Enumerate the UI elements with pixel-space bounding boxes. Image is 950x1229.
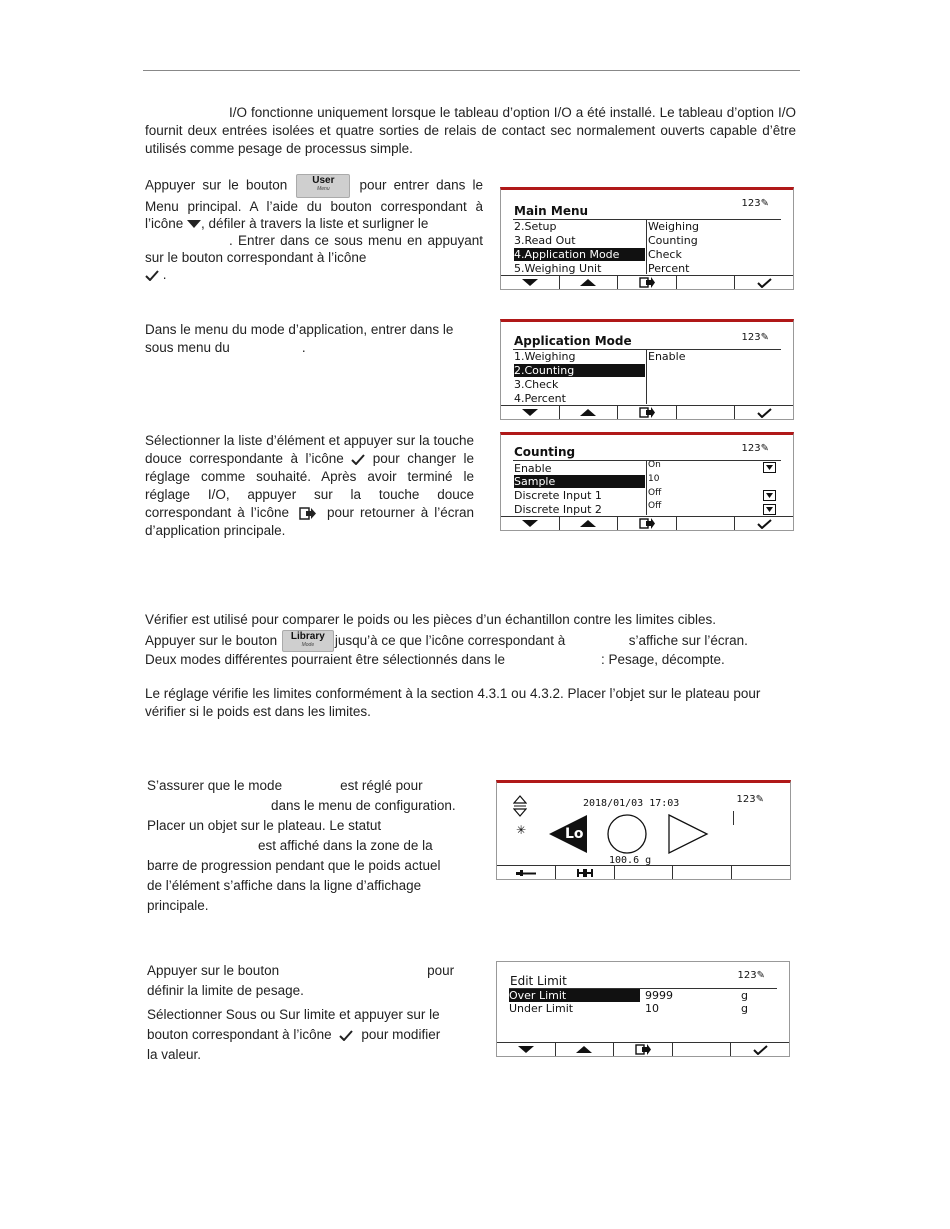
limit-unit: g — [741, 989, 748, 1002]
step1-f: . — [162, 267, 167, 282]
lo-label: Lo — [565, 826, 584, 842]
setting-item-selected[interactable]: Sample — [514, 475, 645, 488]
library-key-sublabel: Mode — [301, 642, 315, 649]
arrow-up-icon — [580, 409, 596, 416]
arrow-up-icon — [576, 1046, 592, 1053]
exit-icon — [635, 1044, 651, 1055]
unit-text: 123 — [741, 198, 761, 209]
pencil-icon: ✎ — [760, 332, 769, 343]
dropdown-icon[interactable] — [763, 462, 776, 473]
softkey-up[interactable] — [556, 1043, 615, 1056]
step1-e: . Entrer dans ce sous menu en appuyant sur le bouton correspondant à l’icône — [145, 233, 483, 265]
check-icon — [753, 1045, 768, 1055]
step2-b: . — [301, 340, 306, 355]
step2-text — [145, 321, 485, 357]
setting-item[interactable]: Discrete Input 2 — [514, 503, 602, 516]
menu-value: Check — [648, 248, 682, 261]
softkey-up[interactable] — [560, 517, 619, 530]
arrow-down-icon — [187, 220, 201, 228]
check-modes-a: Deux modes différentes pourraient être sélectionnés dans le — [145, 652, 505, 667]
unit-indicator — [742, 332, 769, 343]
softkey-blank[interactable] — [677, 406, 736, 419]
setting-value: 10 — [648, 474, 660, 484]
arrow-up-icon — [580, 279, 596, 286]
softkey-blank[interactable] — [677, 517, 736, 530]
unit-text: 123 — [736, 794, 756, 805]
limit-value[interactable]: 9999 — [645, 989, 673, 1002]
softkey-accept[interactable] — [731, 1043, 789, 1056]
check-intro: Vérifier est utilisé pour comparer le poids ou les pièces d’un échantillon contre les limites cibles. — [145, 612, 717, 627]
dropdown-icon[interactable] — [763, 504, 776, 515]
wrench-icon — [516, 869, 536, 877]
mode-check-line4: est affiché dans la zone de la — [258, 838, 433, 853]
header-rule — [143, 70, 800, 71]
menu-item[interactable]: 4.Percent — [514, 392, 566, 405]
check-icon — [351, 454, 365, 465]
softkey-down[interactable] — [501, 276, 560, 289]
menu-item[interactable]: 2.Setup — [514, 220, 557, 233]
menu-item[interactable]: 5.Weighing Unit — [514, 262, 602, 275]
softkey-down[interactable] — [497, 1043, 556, 1056]
setting-item[interactable]: Enable — [514, 462, 552, 475]
menu-value: Counting — [648, 234, 698, 247]
softkey-accept[interactable] — [735, 276, 793, 289]
check-press-b: jusqu’à ce que l’icône correspondant à — [334, 633, 566, 648]
menu-item[interactable]: 3.Check — [514, 378, 559, 391]
dropdown-icon[interactable] — [763, 490, 776, 501]
mode-check-line5: barre de progression pendant que le poids actuel — [147, 858, 441, 873]
el-4a: bouton correspondant à l’icône — [147, 1027, 332, 1042]
mc-1b: est réglé pour — [340, 778, 423, 793]
step1-text — [145, 174, 483, 283]
mode-check-line7: principale. — [147, 898, 209, 913]
edit-limit-line5: la valeur. — [147, 1047, 202, 1062]
stability-arrows-icon — [513, 795, 527, 817]
mode-check-line1 — [147, 776, 477, 796]
unit-indicator — [738, 970, 765, 981]
application-mode-screen — [500, 319, 794, 420]
edit-limit-line3: Sélectionner Sous ou Sur limite et appuyer sur le — [147, 1007, 440, 1022]
unit-text: 123 — [741, 443, 761, 454]
exit-icon — [639, 518, 655, 529]
exit-icon — [639, 277, 655, 288]
step1-d: , défiler à travers la liste et surligner le — [201, 216, 429, 231]
menu-item[interactable]: 3.Read Out — [514, 234, 576, 247]
menu-item[interactable]: 1.Weighing — [514, 350, 576, 363]
step3-c: pour retourner à l’écran d’application principale. — [145, 505, 474, 538]
step1-b: pour entrer dans le Menu principal. — [145, 177, 483, 214]
screen-title: Edit Limit — [510, 974, 567, 988]
library-key-icon — [282, 630, 334, 652]
edit-limit-line4 — [147, 1025, 467, 1045]
check-limits-paragraph: Le réglage vérifie les limites conformément à la section 4.3.1 ou 4.3.2. Placer l’objet sur le plateau pour vérifier si le poids est dans les limites. — [145, 686, 761, 719]
asterisk-icon: ✳ — [516, 823, 527, 837]
el-1a: Appuyer sur le bouton — [147, 963, 280, 978]
limit-value[interactable]: 10 — [645, 1002, 659, 1015]
el-4b: pour modifier — [361, 1027, 441, 1042]
screen-title: Application Mode — [514, 334, 632, 348]
check-icon — [339, 1030, 353, 1041]
pencil-icon: ✎ — [760, 443, 769, 454]
arrow-up-icon — [580, 520, 596, 527]
limit-row[interactable]: Under Limit — [509, 1002, 574, 1015]
unit-text: 123 — [741, 332, 761, 343]
accept-indicator-icon — [608, 815, 646, 853]
softkey-bar — [497, 1042, 789, 1056]
arrow-down-icon — [522, 409, 538, 416]
softkey-blank[interactable] — [673, 1043, 732, 1056]
exit-icon — [299, 507, 317, 520]
arrow-down-icon — [522, 520, 538, 527]
check-icon — [145, 270, 159, 281]
step3-a: Sélectionner la liste d’élément et appuyer sur la touche douce correspondante à l’icône — [145, 433, 474, 466]
mode-check-line3: Placer un objet sur le plateau. Le statut — [147, 818, 382, 833]
user-key-icon — [296, 174, 350, 198]
menu-item-selected[interactable]: 4.Application Mode — [514, 248, 645, 261]
unit-indicator — [742, 198, 769, 209]
setting-value: Off — [648, 488, 662, 498]
check-press-line — [145, 630, 805, 652]
check-press-c: s’affiche sur l’écran. — [628, 633, 748, 648]
softkey-blank[interactable] — [732, 866, 790, 879]
softkey-exit[interactable] — [618, 276, 677, 289]
arrow-down-icon — [522, 279, 538, 286]
check-icon — [757, 519, 772, 529]
softkey-setup[interactable] — [497, 866, 556, 879]
step1-c: A l’aide du bouton correspondant à l’icône — [145, 199, 483, 231]
date-time: 2018/01/03 17:03 — [583, 798, 680, 809]
setting-item[interactable]: Discrete Input 1 — [514, 489, 602, 502]
edit-limit-text — [147, 961, 467, 1065]
unit-text: 123 — [737, 970, 757, 981]
screen-title: Counting — [514, 445, 576, 459]
edit-limit-line1 — [147, 961, 467, 981]
softkey-bar — [497, 865, 790, 879]
step2-a: Dans le menu du mode d’application, entrer dans le sous menu du — [145, 322, 454, 355]
softkey-accept[interactable] — [735, 517, 793, 530]
pencil-icon: ✎ — [756, 970, 765, 981]
main-menu-screen — [500, 187, 794, 290]
pencil-icon: ✎ — [755, 794, 764, 805]
mode-check-line6: de l’élément s’affiche dans la ligne d’affichage — [147, 878, 422, 893]
softkey-blank[interactable] — [677, 276, 736, 289]
menu-value: Percent — [648, 262, 690, 275]
hi-indicator-icon — [669, 815, 707, 853]
library-key-label: Library — [290, 631, 325, 643]
softkey-down[interactable] — [501, 406, 560, 419]
screen-title: Main Menu — [514, 204, 589, 218]
exit-icon — [639, 407, 655, 418]
softkey-bar — [501, 275, 793, 289]
check-icon — [757, 408, 772, 418]
softkey-blank[interactable] — [615, 866, 674, 879]
check-icon — [757, 278, 772, 288]
menu-item-selected[interactable]: 2.Counting — [514, 364, 645, 377]
softkey-bar — [501, 405, 793, 419]
menu-value: Weighing — [648, 220, 700, 233]
arrow-down-icon — [518, 1046, 534, 1053]
softkey-tare[interactable] — [556, 866, 615, 879]
softkey-exit[interactable] — [614, 1043, 673, 1056]
edit-limit-screen — [496, 961, 790, 1057]
weight-display: 100.6 g — [609, 855, 652, 866]
check-modes-b: : Pesage, décompte. — [600, 652, 725, 667]
softkey-exit[interactable] — [618, 517, 677, 530]
softkey-blank[interactable] — [673, 866, 732, 879]
unit-indicator — [737, 794, 764, 805]
mode-check-line2: dans le menu de configuration. — [271, 798, 456, 813]
softkey-up[interactable] — [560, 406, 619, 419]
menu-value: Enable — [648, 350, 686, 363]
counting-screen — [500, 432, 794, 531]
check-display-screen — [496, 780, 791, 880]
mc-1a: S’assurer que le mode — [147, 778, 283, 793]
unit-indicator — [742, 443, 769, 454]
softkey-exit[interactable] — [618, 406, 677, 419]
pencil-icon: ✎ — [760, 198, 769, 209]
softkey-accept[interactable] — [735, 406, 793, 419]
check-modes-line — [145, 651, 805, 669]
step3-text — [145, 432, 474, 540]
mode-check-text — [147, 776, 477, 916]
softkey-up[interactable] — [560, 276, 619, 289]
step1-a: Appuyer sur le bouton — [145, 177, 288, 193]
check-press-a: Appuyer sur le bouton — [145, 633, 278, 648]
el-1b: pour — [427, 963, 455, 978]
limit-row-selected[interactable]: Over Limit — [509, 989, 640, 1002]
softkey-down[interactable] — [501, 517, 560, 530]
io-intro-paragraph: I/O fonctionne uniquement lorsque le tableau d’option I/O a été installé. Le tableau d’option I/O fournit deux entrées isolées et quatre sorties de relais de contact sec normalement ouverts capable d’être utilisés comme pesage de processus simple. — [145, 105, 796, 156]
setting-value: On — [648, 460, 661, 470]
limit-unit: g — [741, 1002, 748, 1015]
user-key-sublabel: Menu — [317, 186, 330, 192]
softkey-bar — [501, 516, 793, 530]
user-key-label: User — [312, 175, 335, 186]
step3-b: pour changer le réglage comme souhaité. Après avoir terminé le réglage I/O, appuyer sur la touche douce correspondant à l’icône — [145, 451, 474, 520]
setting-value: Off — [648, 501, 662, 511]
edit-limit-line2: définir la limite de pesage. — [147, 983, 304, 998]
tare-icon — [575, 868, 595, 878]
